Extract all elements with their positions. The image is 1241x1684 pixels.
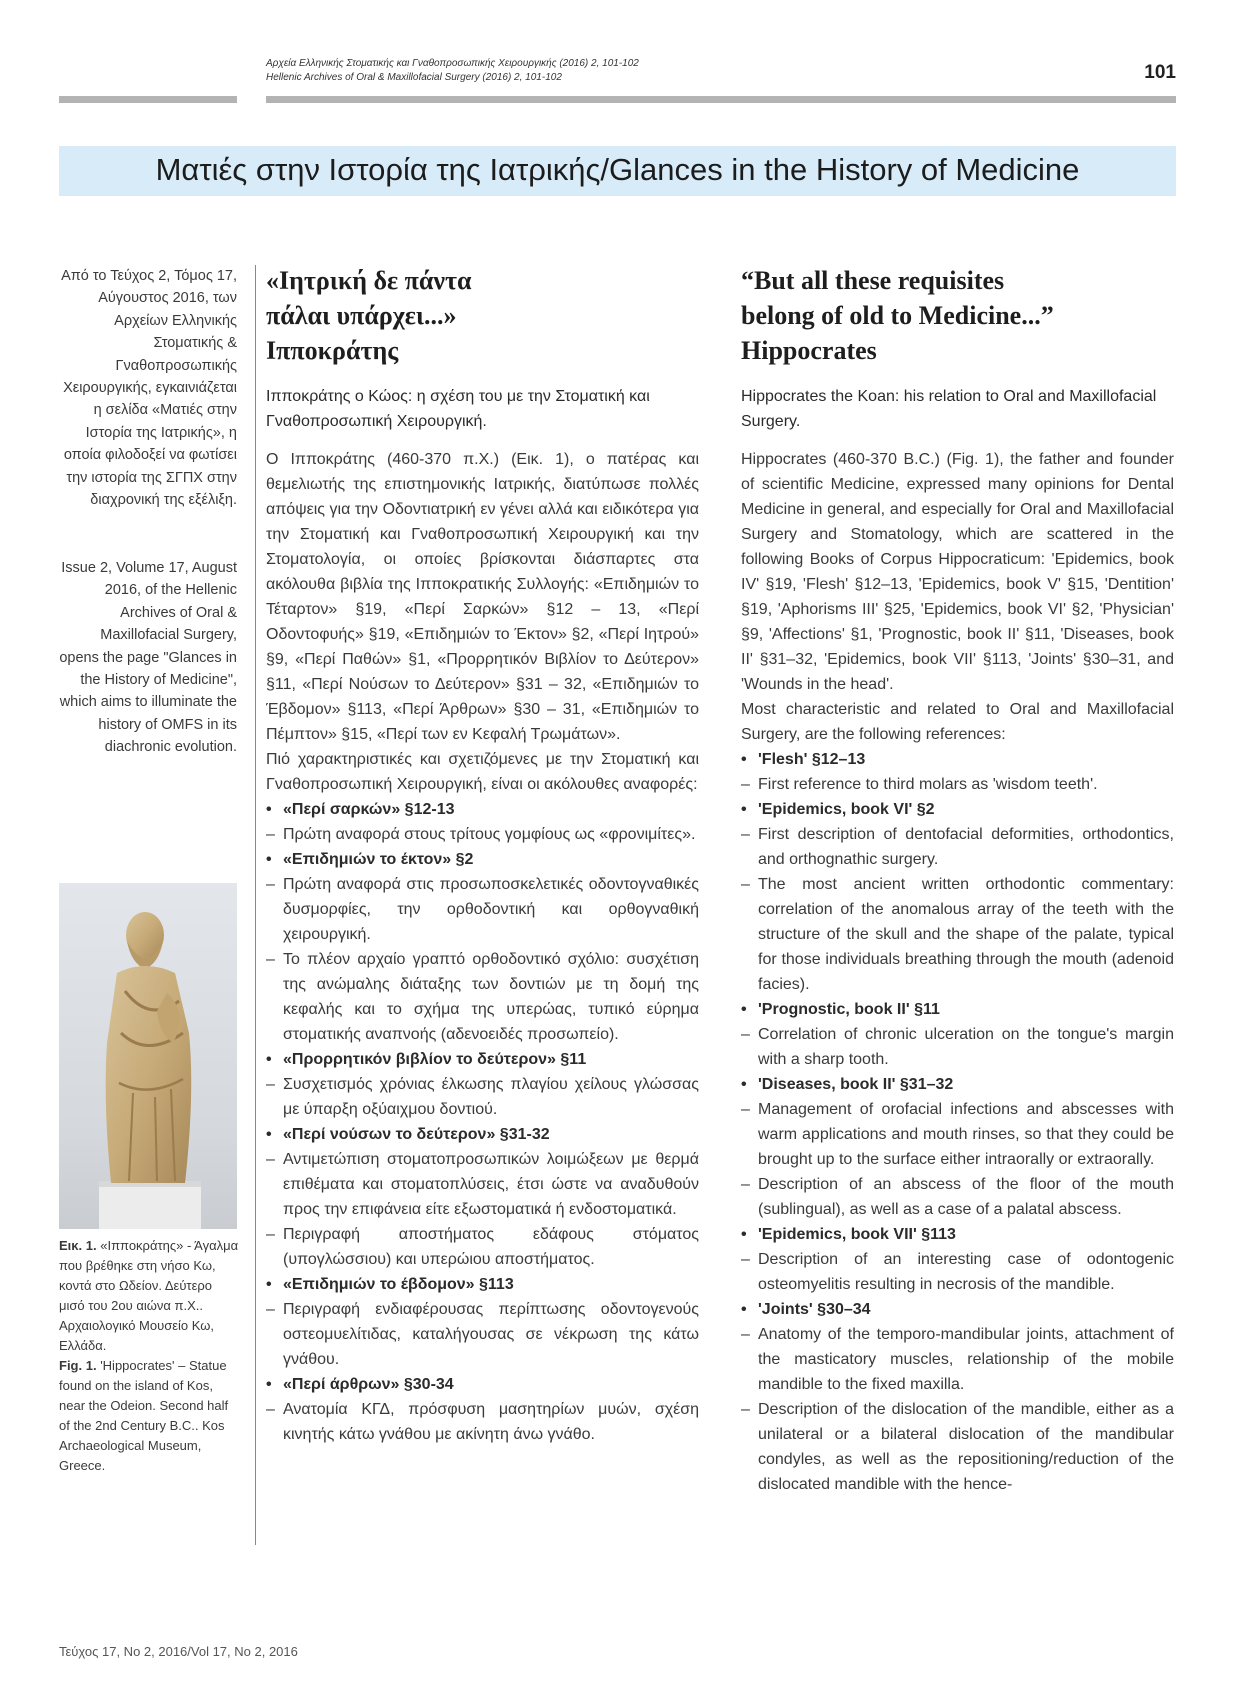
reference-item: – Description of the dislocation of the mandible, either as a unilateral or a bilateral dislocation of the mandibular condyles, as well as the repositioning/reduction of the dislocated mandible with the hence- [741, 1397, 1174, 1497]
reference-item: – Ανατομία ΚΓΔ, πρόσφυση μασητηρίων μυών, σχέση κινητής κάτω γνάθου με ακίνητη άνω γνάθο. [266, 1397, 699, 1447]
reference-heading: • 'Flesh' §12–13 [741, 747, 1174, 772]
figure-caption-english [59, 1356, 239, 1476]
greek-column [266, 263, 699, 1447]
section-banner [59, 146, 1176, 196]
figure-label-english: Fig. 1. [59, 1358, 97, 1373]
reference-item: – Αντιμετώπιση στοματοπροσωπικών λοιμώξεων με θερμά επιθέματα και στοματοπλύσεις, έτσι ώστε να αναδυθούν προς την επιφάνεια είτε εξωστοματικά ή ενδοστοματικά. [266, 1147, 699, 1222]
reference-item: – Description of an abscess of the floor of the mouth (sublingual), as well as a case of a palatal abscess. [741, 1172, 1174, 1222]
sidebar-note-english: Issue 2, Volume 17, August 2016, of the Hellenic Archives of Oral & Maxillofacial Surgery, opens the page "Glances in the History of Medicine", which aims to illuminate the history of OMFS in its diachronic evolution. [59, 560, 237, 756]
reference-item: – Management of orofacial infections and abscesses with warm applications and mouth rinses, so that they could be brought up to the surface either intraorally or extraorally. [741, 1097, 1174, 1172]
reference-item: – Περιγραφή ενδιαφέρουσας περίπτωσης οδοντογενούς οστεομυελίτιδας, καταλήγουσας σε νέκρωση της κάτω γνάθου. [266, 1297, 699, 1372]
reference-heading: • 'Joints' §30–34 [741, 1297, 1174, 1322]
journal-title-greek: Αρχεία Ελληνικής Στοματικής και Γναθοπροσωπικής Χειρουργικής (2016) 2, 101-102 [266, 58, 639, 69]
hippocrates-statue-illustration [59, 883, 237, 1229]
greek-intro-paragraph: Ο Ιπποκράτης (460-370 π.Χ.) (Εικ. 1), ο πατέρας και θεμελιωτής της επιστημονικής Ιατρικής, διατύπωσε πολλές απόψεις για την Οδοντιατρική εν γένει αλλά και ειδικότερα για την Στοματική και Γναθοπροσωπική Χειρουργική και την Στοματολογία, οι οποίες βρίσκονται διάσπαρτες στα ακόλουθα βιβλία της Ιπποκρατικής Συλλογής: «Επιδημιών το Τέταρτον» §19, «Περί Σαρκών» §12 – 13, «Περί Οδοντοφυής» §19, «Επιδημιών το Έκτον» §2, «Περί Ιητρού» §9, «Περί Παθών» §1, «Προρρητικόν Βιβλίον το Δεύτερον» §11, «Περί Νούσων το Δεύτερον» §31 – 32, «Επιδημιών το Έβδομον» §113, «Περί Άρθρων» §30 – 31, «Επιδημιών το Πέμπτον» §15, «Περί των εν Κεφαλή Τρωμάτων». [266, 451, 699, 743]
reference-heading: • «Περί νούσων το δεύτερον» §31-32 [266, 1122, 699, 1147]
figure-caption-greek [59, 1236, 239, 1356]
english-column [741, 263, 1174, 1497]
reference-item: – Το πλέον αρχαίο γραπτό ορθοδοντικό σχόλιο: συσχέτιση της ανώμαλης διάταξης των δοντιών με τη δομή της κεφαλής και το σχήμα της υπερώας, τυπικό εύρημα στοματικής αναπνοής (αδενοειδές προσωπείο). [266, 947, 699, 1047]
statue-image [59, 883, 237, 1229]
reference-item: – Πρώτη αναφορά στις προσωποσκελετικές οδοντογναθικές δυσμορφίες, την ορθοδοντική και ορθογναθική χειρουργική. [266, 872, 699, 947]
figure-caption-english-text: 'Hippocrates' – Statue found on the island of Kos, near the Odeion. Second half of the 2nd Century B.C.. Kos Archaeological Museum, Greece. [59, 1358, 229, 1473]
page-number: 101 [1144, 62, 1176, 83]
reference-item: – Συσχετισμός χρόνιας έλκωσης πλαγίου χείλους γλώσσας με ύπαρξη οξύαιχμου δοντιού. [266, 1072, 699, 1122]
figure-caption-greek-text: «Ιπποκράτης» - Άγαλμα που βρέθηκε στη νήσο Κω, κοντά στο Ωδείον. Δεύτερο μισό του 2ου αιώνα π.Χ.. Αρχαιολογικό Μουσείο Κω, Ελλάδα. [59, 1238, 239, 1353]
english-title-line: belong of old to Medicine...” [741, 301, 1054, 330]
reference-item: – Περιγραφή αποστήματος εδάφους στόματος (υπογλώσσιου) και υπερώιου αποστήματος. [266, 1222, 699, 1272]
reference-item: – Anatomy of the temporo-mandibular joints, attachment of the masticatory muscles, relationship of the mobile mandible to the fixed maxilla. [741, 1322, 1174, 1397]
figure-label-greek: Εικ. 1. [59, 1238, 97, 1253]
reference-item: – Πρώτη αναφορά στους τρίτους γομφίους ως «φρονιμίτες». [266, 822, 699, 847]
reference-item: – The most ancient written orthodontic commentary: correlation of the anomalous array of the teeth with the structure of the skull and the shape of the palate, typical for those individuals breathing through the mouth (adenoid facies). [741, 872, 1174, 997]
page-footer: Τεύχος 17, No 2, 2016/Vol 17, No 2, 2016 [59, 1644, 298, 1659]
reference-heading: • «Περί σαρκών» §12-13 [266, 797, 699, 822]
reference-heading: • 'Epidemics, book VI' §2 [741, 797, 1174, 822]
greek-title-line: «Ιητρική δε πάντα [266, 266, 472, 295]
english-article-title [741, 263, 1174, 368]
greek-title-line: Ιπποκράτης [266, 336, 399, 365]
figure-caption [59, 1236, 239, 1476]
reference-item: – First reference to third molars as 'wisdom teeth'. [741, 772, 1174, 797]
reference-item: – First description of dentofacial deformities, orthodontics, and orthognathic surgery. [741, 822, 1174, 872]
english-title-line: Hippocrates [741, 336, 877, 365]
reference-item: – Correlation of chronic ulceration on the tongue's margin with a sharp tooth. [741, 1022, 1174, 1072]
reference-heading: • 'Prognostic, book II' §11 [741, 997, 1174, 1022]
english-title-line: “But all these requisites [741, 266, 1005, 295]
journal-header [266, 57, 826, 85]
english-intro-paragraph: Hippocrates (460-370 B.C.) (Fig. 1), the father and founder of scientific Medicine, expressed many opinions for Dental Medicine in general, and especially for Oral and Maxillofacial Surgery and Stomatology, which are scattered in the following Books of Corpus Hippocraticum: 'Epidemics, book IV' §19, 'Flesh' §12–13, 'Epidemics, book V' §15, 'Dentition' §19, 'Aphorisms III' §25, 'Epidemics, book VI' §2, 'Physician' §9, 'Affections' §1, 'Prognostic, book II' §11, 'Diseases, book II' §31–32, 'Epidemics, book VII' §113, 'Joints' §30–31, and 'Wounds in the head'. [741, 451, 1174, 693]
greek-article-subtitle: Ιπποκράτης ο Κώος: η σχέση του με την Στοματική και Γναθοπροσωπική Χειρουργική. [266, 388, 650, 430]
section-title: Ματιές στην Ιστορία της Ιατρικής/Glances in the History of Medicine [155, 152, 1080, 187]
reference-item: – Description of an interesting case of odontogenic osteomyelitis resulting in necrosis of the mandible. [741, 1247, 1174, 1297]
header-rule-right [266, 96, 1176, 103]
sidebar-note-greek: Από το Τεύχος 2, Τόμος 17, Αύγουστος 2016, των Αρχείων Ελληνικής Στοματικής & Γναθοπροσωπικής Χειρουργικής, εγκαινιάζεται η σελίδα «Ματιές στην Ιστορία της Ιατρικής», η οποία φιλοδοξεί να φωτίσει την ιστορία της ΣΓΠΧ στην διαχρονική της εξέλιξη. [61, 268, 237, 509]
english-article-subtitle: Hippocrates the Koan: his relation to Oral and Maxillofacial Surgery. [741, 388, 1157, 430]
english-reference-list [741, 747, 1174, 1497]
reference-heading: • «Προρρητικόν βιβλίον το δεύτερον» §11 [266, 1047, 699, 1072]
reference-heading: • «Επιδημιών το έβδομον» §113 [266, 1272, 699, 1297]
greek-lead-paragraph: Πιό χαρακτηριστικές και σχετιζόμενες με την Στοματική και Γναθοπροσωπική Χειρουργική, είναι οι ακόλουθες αναφορές: [266, 751, 699, 793]
column-divider [255, 265, 256, 1545]
english-lead-paragraph: Most characteristic and related to Oral and Maxillofacial Surgery, are the following references: [741, 701, 1174, 743]
reference-heading: • «Επιδημιών το έκτον» §2 [266, 847, 699, 872]
reference-heading: • 'Diseases, book II' §31–32 [741, 1072, 1174, 1097]
header-rule-left [59, 96, 237, 103]
greek-article-title [266, 263, 699, 368]
journal-title-english: Hellenic Archives of Oral & Maxillofacial Surgery (2016) 2, 101-102 [266, 72, 562, 83]
reference-heading: • «Περί άρθρων» §30-34 [266, 1372, 699, 1397]
greek-title-line: πάλαι υπάρχει...» [266, 301, 457, 330]
greek-reference-list [266, 797, 699, 1447]
reference-heading: • 'Epidemics, book VII' §113 [741, 1222, 1174, 1247]
